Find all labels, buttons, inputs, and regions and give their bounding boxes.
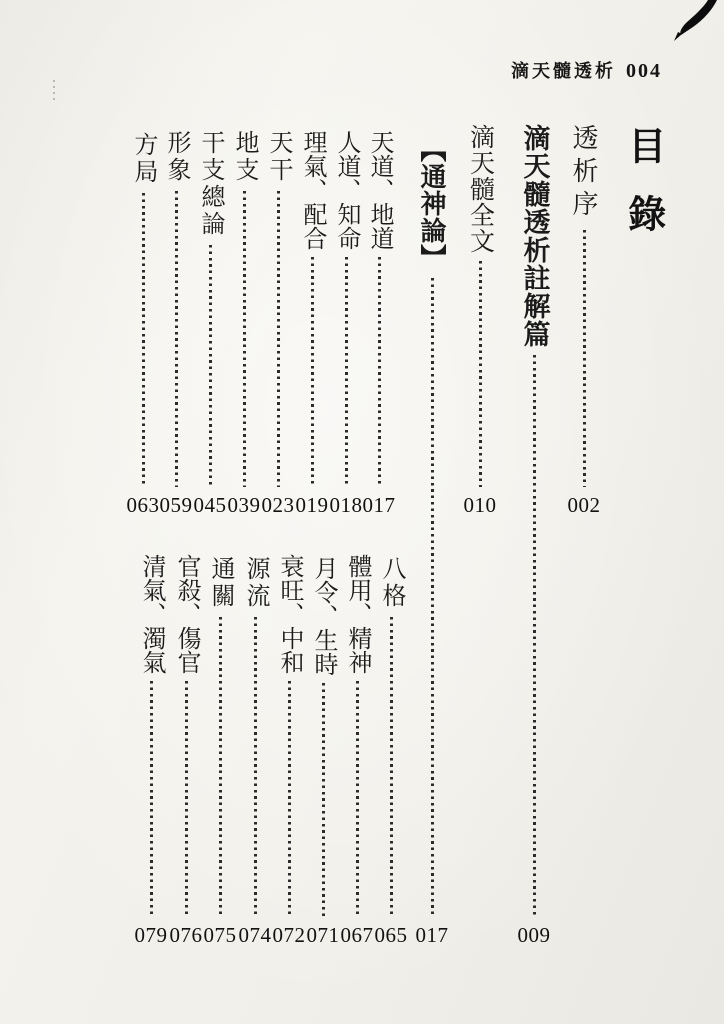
toc-entry-page-number: 018	[329, 493, 363, 517]
toc-entry-label: 理氣、配合	[299, 130, 326, 250]
toc-entry	[227, 130, 261, 518]
toc-entry	[415, 136, 449, 948]
toc-entry-label: 八格	[378, 556, 405, 610]
toc-entry-label: 地支	[231, 130, 258, 184]
toc-entry	[567, 124, 601, 518]
toc-entry-page-number: 009	[517, 923, 551, 947]
toc-entry-label: 官殺、傷官	[173, 554, 200, 674]
toc-title: 目錄	[621, 126, 664, 262]
toc-entry-label: 通關	[207, 556, 234, 610]
toc-entry	[134, 554, 168, 948]
dotted-leader	[277, 191, 280, 487]
running-header	[511, 57, 662, 83]
dotted-leader	[243, 191, 246, 487]
toc-entry	[340, 554, 374, 948]
toc-entry-page-number: 071	[306, 923, 340, 947]
toc-entry-page-number: 019	[295, 493, 329, 517]
pen-mark-artifact	[660, 0, 724, 42]
toc-entry-page-number: 079	[134, 923, 168, 947]
toc-entry-page-number: 045	[193, 493, 227, 517]
toc-entry-label: 衰旺、中和	[276, 554, 303, 674]
toc-entry-page-number: 074	[238, 923, 272, 947]
toc-entry	[517, 124, 551, 948]
toc-entry-label: 天道、地道	[366, 130, 393, 250]
toc-entry	[272, 554, 306, 948]
toc-entry-page-number: 076	[169, 923, 203, 947]
toc-entry-page-number: 075	[203, 923, 237, 947]
toc-entry	[295, 130, 329, 518]
toc-entry	[169, 554, 203, 948]
toc-entry-page-number: 017	[362, 493, 396, 517]
toc-entry-page-number: 039	[227, 493, 261, 517]
dotted-leader	[254, 617, 257, 917]
running-header-page-number: 004	[626, 60, 662, 82]
toc-entry	[238, 556, 272, 948]
dotted-leader	[185, 681, 188, 917]
dotted-leader	[142, 193, 145, 487]
toc-entry-label: 天干	[265, 130, 292, 184]
toc-entry-page-number: 023	[261, 493, 295, 517]
toc-entry-label: 月令、生時	[310, 556, 337, 676]
toc-entry-label: 干支總論	[197, 130, 224, 238]
dotted-leader	[533, 355, 536, 917]
toc-entry-label: 體用、精神	[344, 554, 371, 674]
toc-entry	[193, 130, 227, 518]
toc-entry-page-number: 067	[340, 923, 374, 947]
toc-entry	[374, 556, 408, 948]
toc-entry-page-number: 059	[159, 493, 193, 517]
toc-entry	[306, 556, 340, 948]
dotted-leader	[150, 681, 153, 917]
dotted-leader	[345, 257, 348, 487]
dotted-leader	[431, 278, 434, 917]
running-header-book-title: 滴天髓透析	[511, 61, 616, 81]
toc-entry	[203, 556, 237, 948]
toc-entry-page-number: 063	[126, 493, 160, 517]
toc-entry	[463, 124, 497, 518]
dotted-leader	[322, 683, 325, 917]
toc-entry	[159, 130, 193, 518]
toc-entry-page-number: 072	[272, 923, 306, 947]
dotted-leader	[219, 617, 222, 917]
toc-entry-page-number: 065	[374, 923, 408, 947]
dotted-leader	[209, 245, 212, 487]
toc-entry-page-number: 002	[567, 493, 601, 517]
toc-entry-page-number: 010	[463, 493, 497, 517]
dotted-leader	[356, 681, 359, 917]
scan-speck-artifact	[53, 80, 55, 100]
toc-entry-label: 透析序	[569, 124, 599, 223]
toc-entry-label: 人道、知命	[333, 130, 360, 250]
toc-entry-label: 滴天髓全文	[466, 124, 495, 254]
dotted-leader	[378, 257, 381, 487]
dotted-leader	[390, 617, 393, 917]
dotted-leader	[175, 191, 178, 487]
toc-entry-page-number: 017	[415, 923, 449, 947]
dotted-leader	[583, 230, 586, 487]
dotted-leader	[288, 681, 291, 917]
toc-entry-label: 清氣、濁氣	[138, 554, 165, 674]
toc-entry	[126, 132, 160, 518]
toc-entry	[329, 130, 363, 518]
toc-entry-label: 方局	[130, 132, 157, 186]
dotted-leader	[311, 257, 314, 487]
toc-entry-label: 形象	[163, 130, 190, 184]
dotted-leader	[479, 261, 482, 487]
toc-entry	[362, 130, 396, 518]
toc-entry-label: 源流	[242, 556, 269, 610]
toc-entry-label: 滴天髓透析註解篇	[519, 124, 550, 348]
toc-entry-label: 【通神論】	[417, 136, 447, 271]
toc-entry	[261, 130, 295, 518]
